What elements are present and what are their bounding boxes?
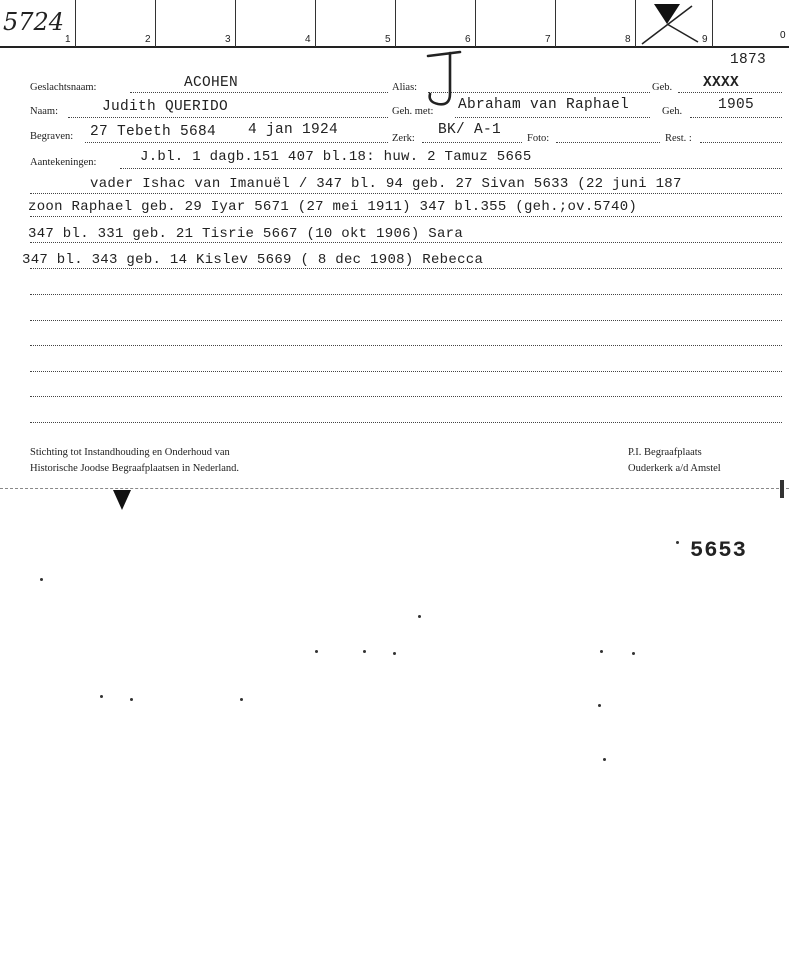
triangle-marker-icon	[113, 490, 131, 510]
footer-organisation	[30, 445, 239, 477]
field-line	[120, 168, 782, 169]
label-naam: Naam:	[30, 106, 58, 117]
value-geh-met: Abraham van Raphael	[458, 97, 630, 113]
card-edge-mark	[780, 480, 784, 498]
label-geb: Geb.	[652, 82, 673, 93]
ruler-number: 6	[465, 34, 471, 45]
note-line: 347 bl. 343 geb. 14 Kislev 5669 ( 8 dec 1908) Rebecca	[22, 252, 484, 268]
label-foto: Foto:	[527, 133, 550, 144]
scan-speck	[632, 652, 635, 655]
field-line	[30, 345, 782, 346]
field-line	[556, 142, 660, 143]
file-number: 5653	[690, 538, 747, 563]
ruler-number: 5	[385, 34, 391, 45]
field-line	[30, 294, 782, 295]
value-begraven-date: 27 Tebeth 5684	[90, 124, 217, 140]
footer-line: Stichting tot Instandhouding en Onderhoud van	[30, 447, 230, 458]
field-line	[30, 320, 782, 321]
label-geslachtsnaam: Geslachtsnaam:	[30, 82, 97, 93]
scan-speck	[676, 541, 679, 544]
label-rest: Rest. :	[665, 133, 692, 144]
scan-speck	[393, 652, 396, 655]
footer-line: Ouderkerk a/d Amstel	[628, 463, 721, 474]
ruler-cell	[465, 0, 555, 47]
scan-speck	[240, 698, 243, 701]
note-line: vader Ishac van Imanuël / 347 bl. 94 geb. 27 Sivan 5633 (22 juni 187	[90, 176, 682, 192]
note-line: zoon Raphael geb. 29 Iyar 5671 (27 mei 1911) 347 bl.355 (geh.;ov.5740)	[28, 199, 638, 215]
footer-line: Historische Joodse Begraafplaatsen in Nederland.	[30, 463, 240, 474]
field-line	[30, 422, 782, 423]
field-line	[30, 396, 782, 397]
scan-speck	[363, 650, 366, 653]
ruler-cell	[545, 0, 635, 47]
ruler-number: 3	[225, 34, 231, 45]
field-line	[30, 216, 782, 217]
label-geh-met: Geh. met:	[392, 106, 434, 117]
label-geh: Geh.	[662, 106, 683, 117]
value-zerk: BK/ A-1	[438, 122, 502, 138]
scan-speck	[418, 615, 421, 618]
note-line: 347 bl. 331 geb. 21 Tisrie 5667 (10 okt 1906) Sara	[28, 226, 464, 242]
field-line	[130, 92, 388, 93]
label-alias: Alias:	[392, 82, 418, 93]
field-line	[68, 117, 388, 118]
scan-speck	[600, 650, 603, 653]
value-begraven-civil: 4 jan 1924	[248, 122, 339, 138]
scan-speck	[598, 704, 601, 707]
ruler-number: 4	[305, 34, 311, 45]
field-line	[678, 92, 782, 93]
ruler-number: 2	[145, 34, 151, 45]
field-line	[30, 268, 782, 269]
footer-cemetery	[628, 445, 721, 477]
field-line	[700, 142, 782, 143]
field-line	[30, 371, 782, 372]
ruler-cell	[145, 0, 235, 47]
ruler-number: 1	[65, 34, 71, 45]
scan-speck	[40, 578, 43, 581]
ruler-cell	[305, 0, 395, 47]
value-geslachtsnaam: ACOHEN	[184, 75, 239, 91]
scan-speck	[315, 650, 318, 653]
value-geh-year: 1905	[718, 97, 755, 113]
field-line	[455, 117, 650, 118]
cross-mark-icon	[640, 2, 700, 46]
field-line	[690, 117, 782, 118]
ruler-cell	[225, 0, 315, 47]
ruler-cell	[65, 0, 155, 47]
field-line	[422, 142, 522, 143]
scan-speck	[603, 758, 606, 761]
field-line	[85, 142, 388, 143]
note-line: J.bl. 1 dagb.151 407 bl.18: huw. 2 Tamuz 5665	[140, 149, 532, 165]
footer-line: P.I. Begraafplaats	[628, 447, 702, 458]
ruler-cell	[385, 0, 475, 47]
field-line	[30, 193, 782, 194]
label-zerk: Zerk:	[392, 133, 415, 144]
ruler-number: 8	[625, 34, 631, 45]
value-naam: Judith QUERIDO	[102, 99, 229, 115]
ruler-number: 9	[702, 34, 708, 45]
label-begraven: Begraven:	[30, 131, 74, 142]
ruler-number: 7	[545, 34, 551, 45]
label-aantekeningen: Aantekeningen:	[30, 157, 97, 168]
ruler-number: 0	[780, 30, 786, 41]
field-line	[30, 242, 782, 243]
handwritten-card-number: 5724	[3, 8, 65, 36]
ruler-cell	[702, 0, 788, 47]
scan-speck	[100, 695, 103, 698]
value-geb-struck: XXXX	[703, 75, 740, 91]
value-geb-year: 1873	[730, 52, 767, 68]
card-bottom-edge	[0, 488, 789, 489]
scan-speck	[130, 698, 133, 701]
